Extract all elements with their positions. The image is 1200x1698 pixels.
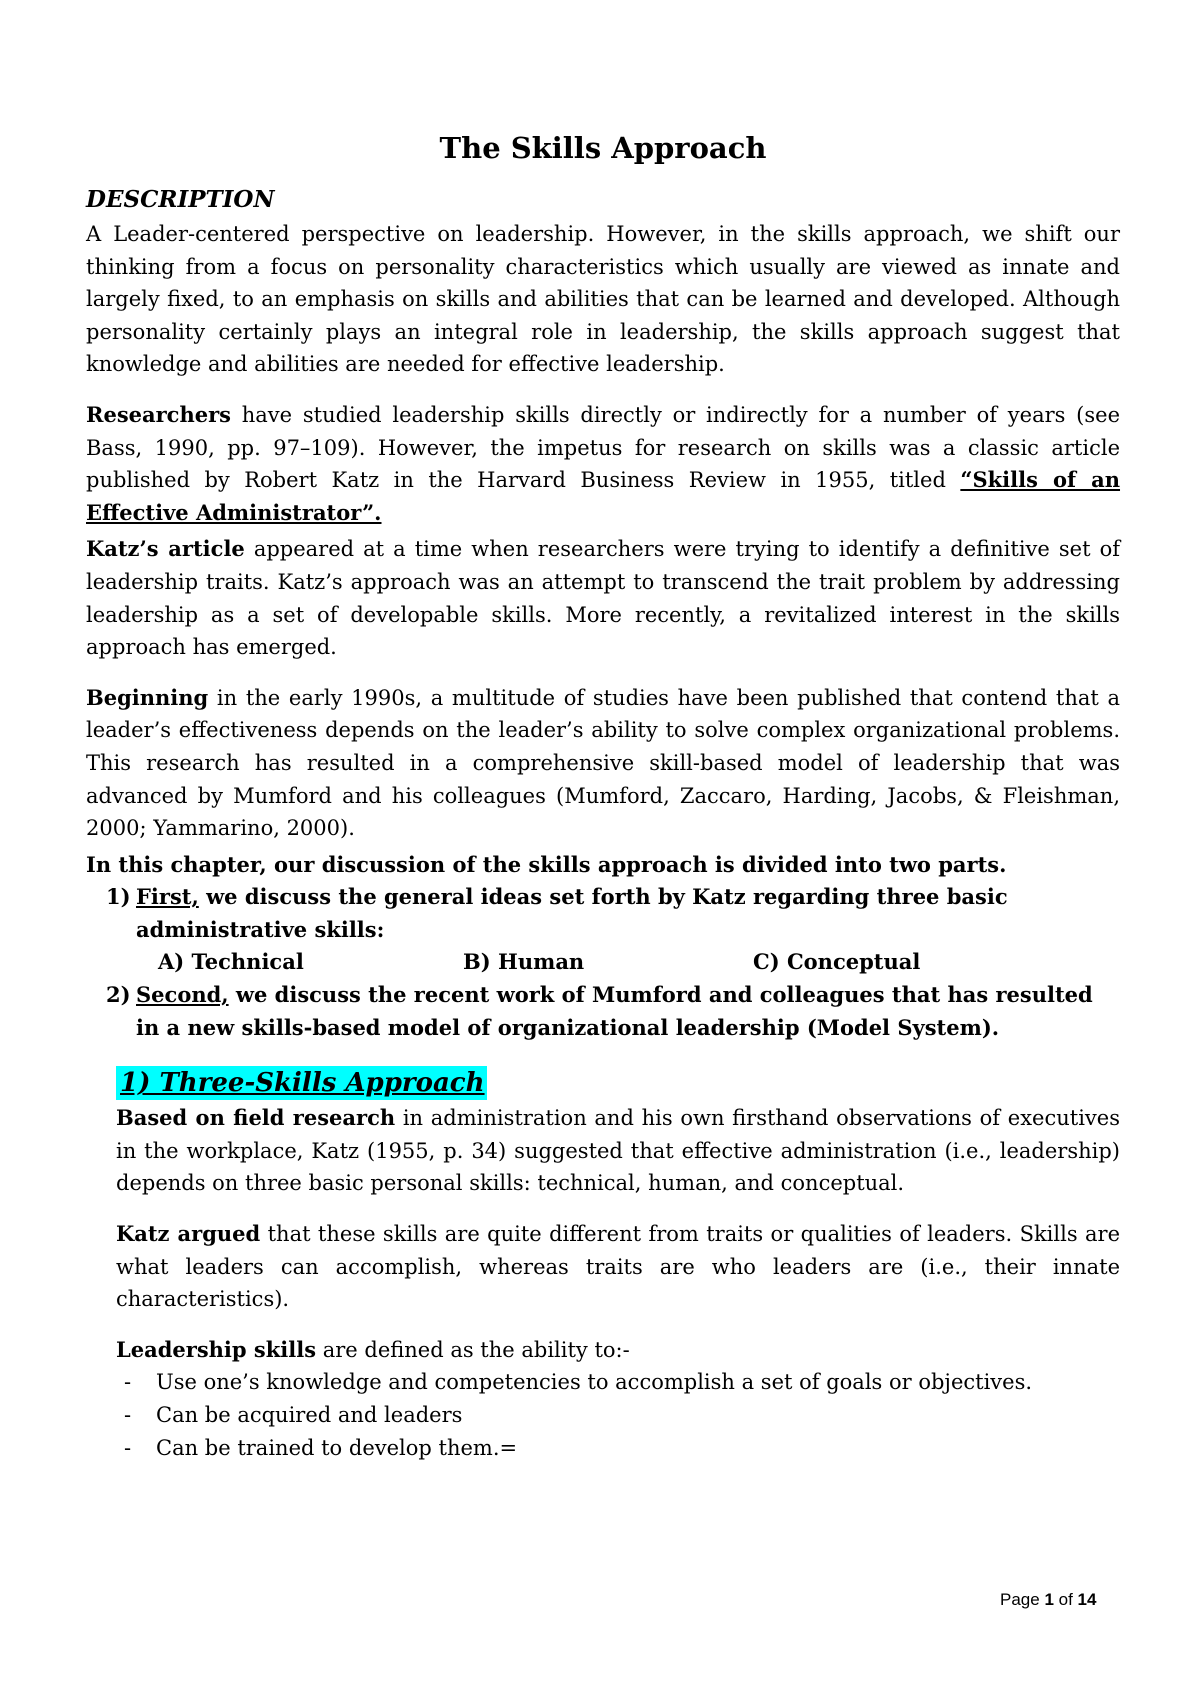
article-title: “Skills of an Effective Administrator”. [86,467,1121,525]
list-text: we discuss the general ideas set forth by Katz regarding three basic administrative skills: [136,884,1008,942]
page-footer [1000,1590,1096,1610]
page-total: 14 [1077,1590,1097,1609]
paragraph-lead: Katz argued [116,1221,261,1247]
page-word: Page [1000,1590,1045,1609]
parts-list [86,881,1120,946]
description-paragraph-4 [86,682,1120,845]
bullet-dash: - [124,1370,132,1395]
paragraph-text: are defined as the ability to:- [316,1337,630,1362]
section-heading: 1) Three-Skills Approach [116,1066,487,1100]
skill-technical: A) Technical [158,949,304,975]
of-word: of [1053,1590,1078,1609]
paragraph-lead: Beginning [86,684,209,710]
skill-conceptual: C) Conceptual [753,949,921,975]
section-paragraph-1 [116,1102,1120,1200]
list-item [116,1399,1120,1432]
paragraph-lead: Researchers [86,401,231,427]
list-item [86,881,1120,946]
skills-definition-list [116,1366,1120,1464]
chapter-summary-line: In this chapter, our discussion of the skills approach is divided into two parts. [86,851,1007,877]
paragraph-text: appeared at a time when researchers were trying to identify a definitive set of leadership traits. Katz’s approach was an attempt to transcend the trait problem by addressing leadership as a set of developable skills. More recently, a revitalized interest in the skills approach has emerged. [86,537,1120,660]
paragraph-lead: Katz’s article [86,536,245,562]
paragraph-text: in the early 1990s, a multitude of studies have been published that contend that a leader’s effectiveness depends on the leader’s ability to solve complex organizational problems. This research has resulted in a comprehensive skill-based model of leadership that was advanced by Mumford and his colleagues (Mumford, Zaccaro, Harding, Jacobs, & Fleishman, 2000; Yammarino, 2000). [86,685,1120,841]
list-text: Can be trained to develop them.= [156,1435,518,1460]
list-number: 2) [106,982,131,1008]
list-item [116,1432,1120,1465]
list-text: Can be acquired and leaders [156,1403,463,1427]
skills-row [86,946,1120,979]
list-lead: First, [136,884,199,910]
three-skills-section [86,1044,1120,1464]
page-title: The Skills Approach [439,131,767,165]
section-paragraph-3 [116,1334,1120,1367]
list-item [86,979,1120,1044]
list-text: we discuss the recent work of Mumford and colleagues that has resulted in a new skills-based model of organizational leadership (Model System). [136,982,1093,1040]
description-paragraph-1: A Leader-centered perspective on leadership. However, in the skills approach, we shift our thinking from a focus on personality characteristics which usually are viewed as innate and largely fixed, to an emphasis on skills and abilities that can be learned and developed. Although personality certainly plays an integral role in leadership, the skills approach suggest that knowledge and abilities are needed for effective leadership. [86,222,1120,377]
section-paragraph-2 [116,1218,1120,1316]
page-number: 1 [1044,1590,1054,1609]
parts-list-continued [86,979,1120,1044]
description-paragraph-2 [86,399,1120,529]
bullet-dash: - [124,1435,132,1460]
paragraph-text: have studied leadership skills directly or indirectly for a number of years (see Bass, 1990, pp. 97–109). However, the impetus for research on skills was a classic article published by Robert Katz in the Harvard Business Review in 1955, titled [86,402,1120,493]
list-number: 1) [106,884,131,910]
paragraph-lead: Leadership skills [116,1336,317,1362]
page-content [86,128,1120,1464]
paragraph-text: that these skills are quite different from traits or qualities of leaders. Skills are what leaders can accomplish, whereas traits are who leaders are (i.e., their innate characteristics). [116,1222,1120,1312]
bullet-dash: - [124,1403,132,1427]
description-paragraph-3 [86,533,1120,663]
skill-human: B) Human [463,949,585,975]
paragraph-lead: Based on field research [116,1105,396,1131]
paragraph-text: in administration and his own firsthand observations of executives in the workplace, Katz (1955, p. 34) suggested that effective administration (i.e., leadership) depends on three basic personal skills: technical, human, and conceptual. [116,1106,1120,1196]
list-lead: Second, [136,982,229,1008]
description-heading: DESCRIPTION [86,186,275,213]
list-text: Use one’s knowledge and competencies to accomplish a set of goals or objectives. [156,1370,1033,1395]
list-item [116,1366,1120,1399]
